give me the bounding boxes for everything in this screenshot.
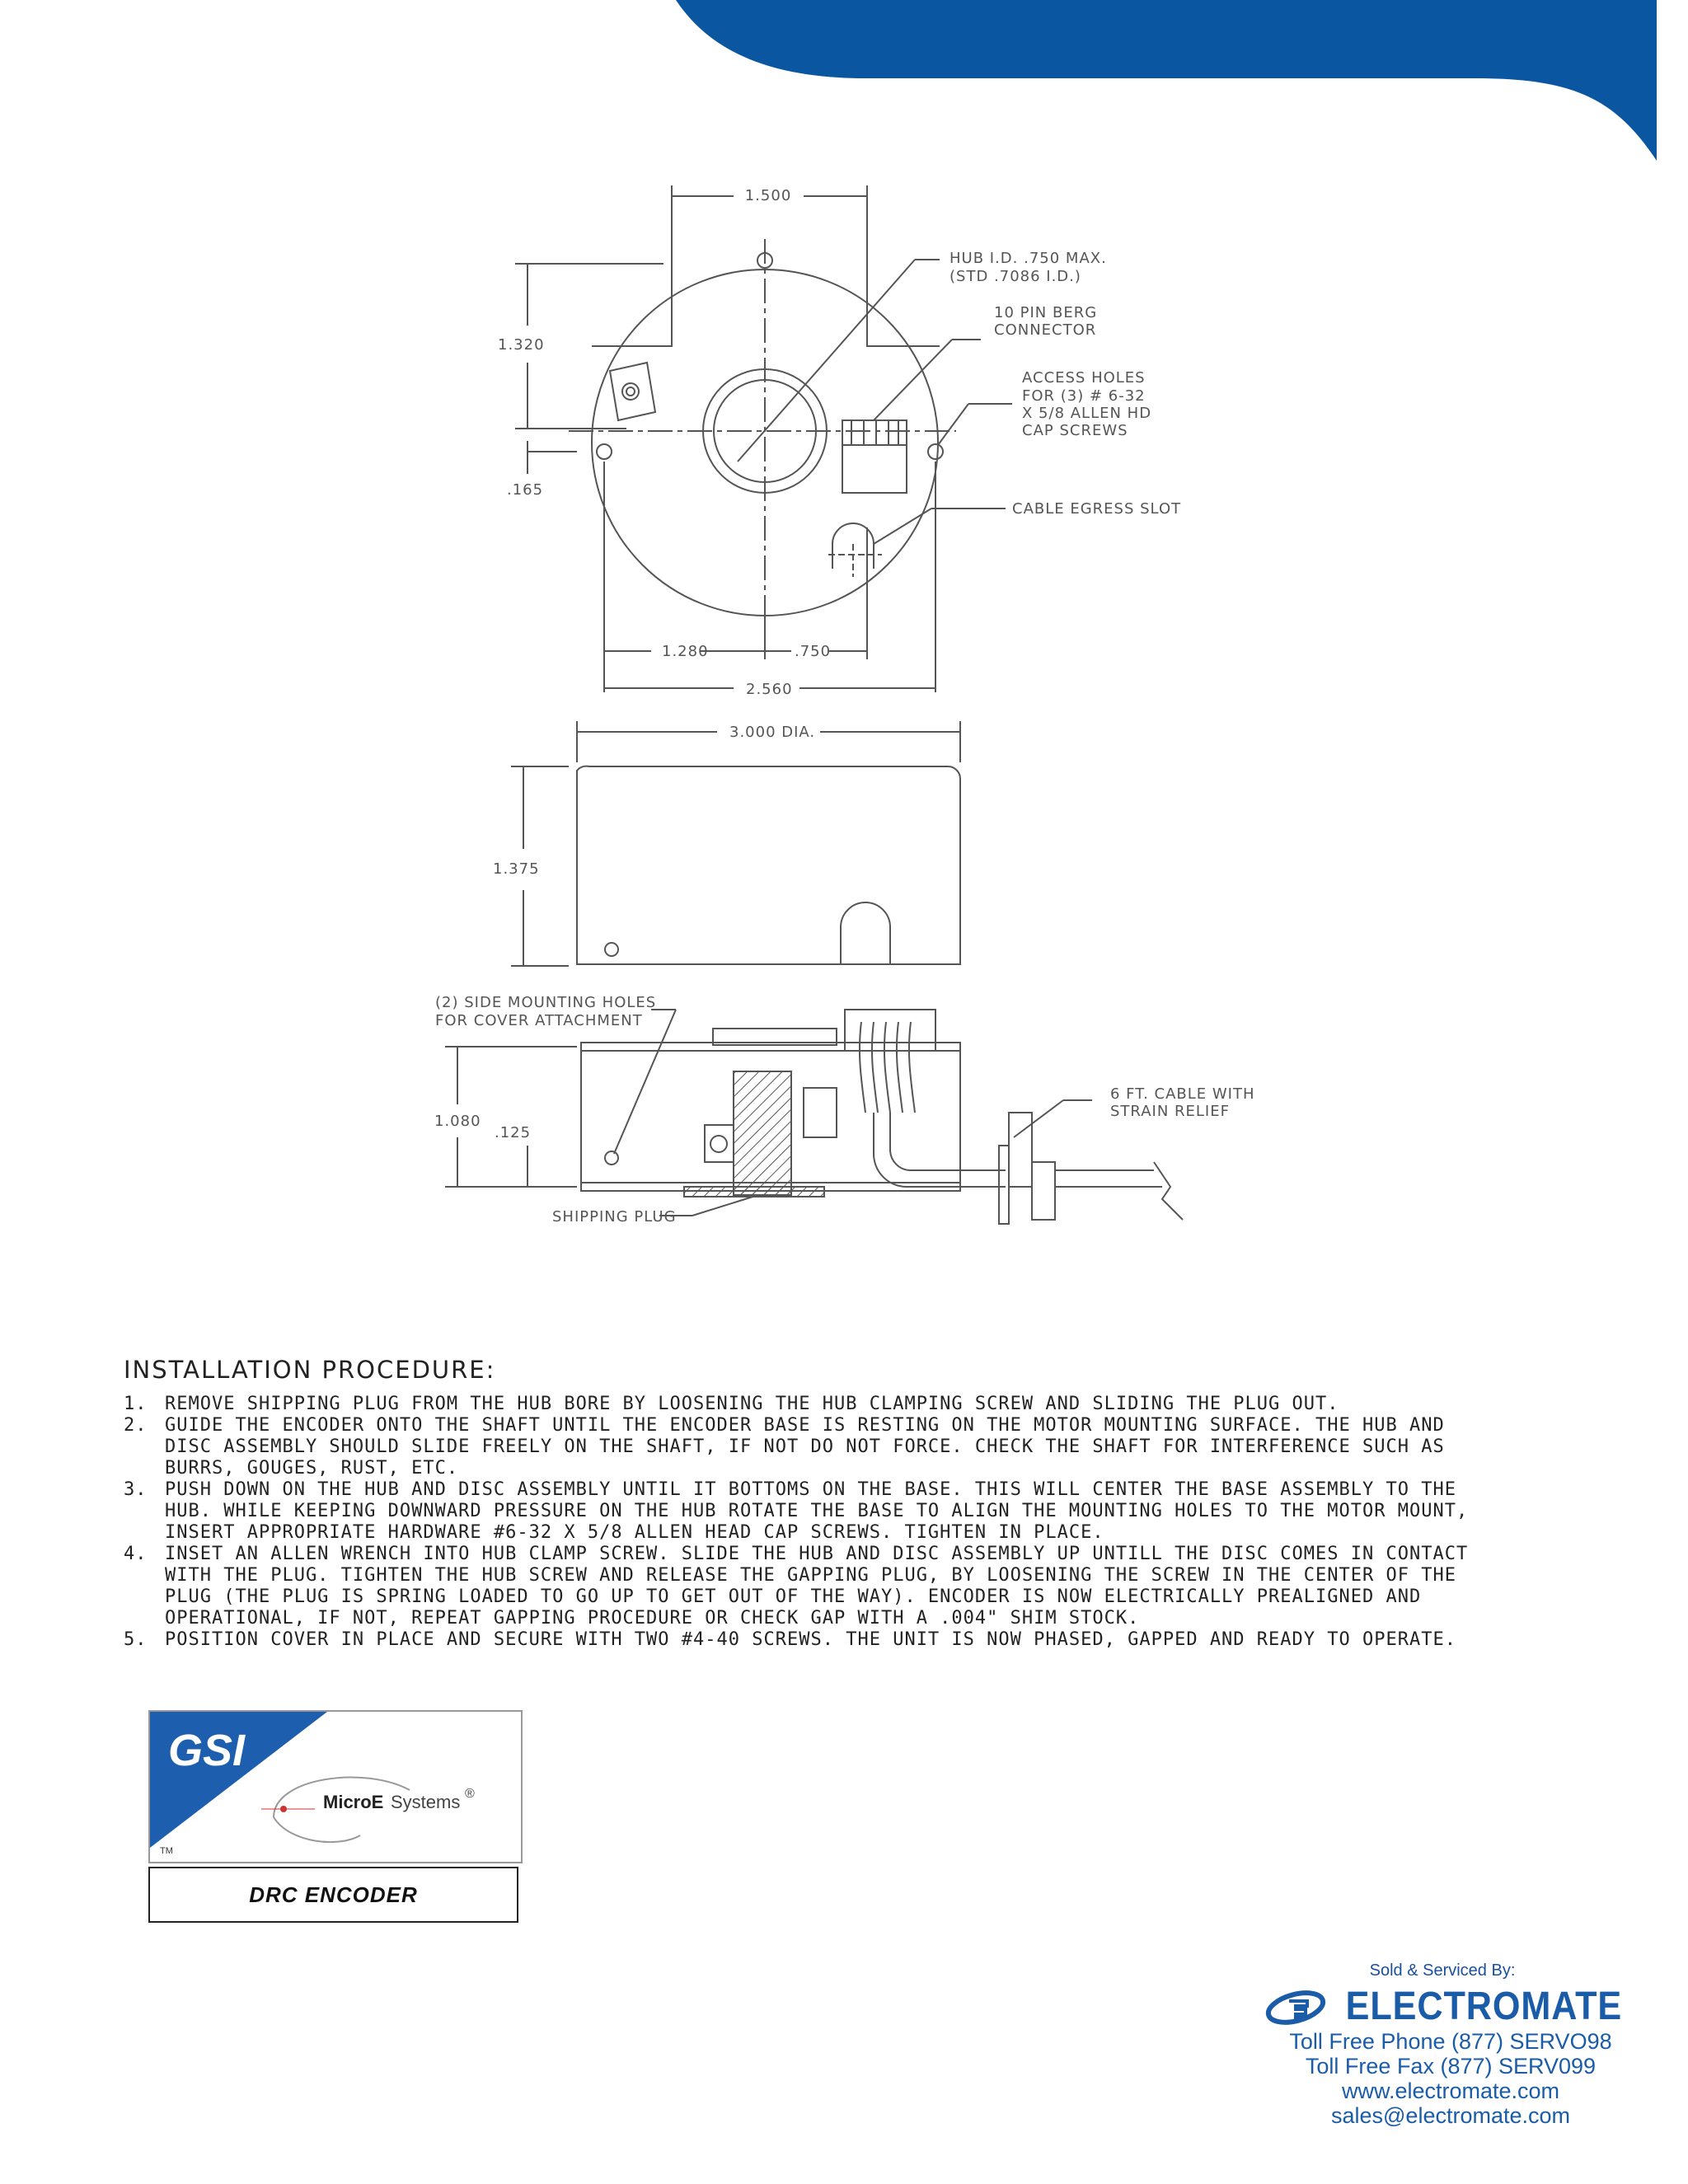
callout-access-line4: CAP SCREWS [1022,422,1128,439]
access-hole-right [928,444,943,459]
step-text: POSITION COVER IN PLACE AND SECURE WITH TWO #4-40 SCREWS. THE UNIT IS NOW PHASED, GAPPED AND READY TO OPERATE. [165,1629,1456,1650]
step-text: REMOVE SHIPPING PLUG FROM THE HUB BORE BY LOOSENING THE HUB CLAMPING SCREW AND SLIDING THE PLUG OUT. [165,1394,1339,1414]
callout-shipping-plug: SHIPPING PLUG [552,1208,677,1226]
logo-registered-mark: ® [465,1787,475,1801]
product-name: DRC ENCODER [249,1882,418,1907]
callout-hub-line2: (STD .7086 I.D.) [950,268,1081,285]
callout-side-holes-line2: FOR COVER ATTACHMENT [435,1012,643,1029]
access-hole-left [597,444,612,459]
website-link[interactable]: www.electromate.com [1341,2079,1560,2103]
procedure-step [124,1629,1525,1651]
procedure-step [124,1415,1525,1479]
gsi-microe-logo [148,1710,523,1863]
dim-1320: 1.320 [498,336,545,354]
callout-cable-slot: CABLE EGRESS SLOT [1012,500,1182,518]
logo-microe-text: MicroE [323,1792,384,1812]
step-number: 4. [124,1544,148,1564]
logo-graphic [150,1712,521,1862]
dim-2560: 2.560 [746,681,793,698]
callout-connector-line1: 10 PIN BERG [994,304,1098,321]
dim-1375: 1.375 [493,860,540,878]
dim-1080: 1.080 [434,1113,481,1130]
fax-line: Toll Free Fax (877) SERV099 [1305,2054,1597,2079]
phone-line: Toll Free Phone (877) SERVO98 [1289,2029,1612,2054]
dim-1280: 1.280 [662,643,709,660]
logo-gsi-text: GSI [168,1726,246,1775]
procedure-step [124,1394,1525,1415]
callout-hub-line1: HUB I.D. .750 MAX. [950,250,1107,267]
callout-cable-line2: STRAIN RELIEF [1110,1103,1230,1120]
dim-3000-dia: 3.000 DIA. [729,724,816,741]
step-number: 1. [124,1394,148,1414]
callout-access-line2: FOR (3) # 6-32 [1022,387,1146,405]
callout-cable-line1: 6 FT. CABLE WITH [1110,1085,1255,1103]
procedure-title: INSTALLATION PROCEDURE: [124,1356,496,1384]
sold-by-label: Sold & Serviced By: [1369,1961,1516,1980]
step-text: GUIDE THE ENCODER ONTO THE SHAFT UNTIL THE ENCODER BASE IS RESTING ON THE MOTOR MOUNTING SURFACE. THE HUB AND DISC ASSEMBLY SHOULD SLIDE FREELY ON THE SHAFT, IF NOT DO NOT FORCE. CHECK THE SHAFT FOR INTERFERENCE SUCH AS BURRS, GOUGES, RUST, ETC. [165,1415,1445,1479]
electromate-logo-icon [1264,1986,1330,2027]
step-number: 5. [124,1629,148,1650]
product-name-box [148,1867,518,1923]
email-link[interactable]: sales@electromate.com [1330,2103,1570,2128]
logo-systems-text: Systems [391,1792,461,1812]
step-text: PUSH DOWN ON THE HUB AND DISC ASSEMBLY UNTIL IT BOTTOMS ON THE BASE. THIS WILL CENTER THE BASE ASSEMBLY TO THE HUB. WHILE KEEPING DOWNWARD PRESSURE ON THE HUB ROTATE THE BASE TO ALIGN THE MOUNTING HOLES TO THE MOTOR MOUNT, INSERT APPROPRIATE HARDWARE #6-32 X 5/8 ALLEN HEAD CAP SCREWS. TIGHTEN IN PLACE. [165,1479,1469,1543]
step-number: 3. [124,1479,148,1500]
dim-0750: .750 [795,643,832,660]
logo-tm-text: TM [160,1846,173,1856]
dim-0125: .125 [495,1124,532,1141]
cover-view [577,766,960,964]
procedure-step [124,1544,1525,1629]
callout-side-holes-line1: (2) SIDE MOUNTING HOLES [435,994,657,1011]
step-number: 2. [124,1415,148,1436]
procedure-step [124,1479,1525,1544]
dim-1500: 1.500 [744,187,792,204]
dim-0165: .165 [507,481,544,499]
footer-contact [1236,1961,1665,2128]
callout-access-line3: X 5/8 ALLEN HD [1022,405,1152,422]
callout-access-line1: ACCESS HOLES [1022,369,1146,387]
installation-procedure [124,1356,1525,1651]
brand-name: ELECTROMATE [1345,1985,1622,2028]
electromate-brand [1236,1984,1665,2029]
step-text: INSET AN ALLEN WRENCH INTO HUB CLAMP SCREW. SLIDE THE HUB AND DISC ASSEMBLY UP UNTILL THE DISC COMES IN CONTACT WITH THE PLUG. TIGHTEN THE HUB SCREW AND RELEASE THE GAPPING PLUG, BY LOOSENING THE SCREW IN THE CENTER OF THE PLUG (THE PLUG IS SPRING LOADED TO GO UP TO GET OUT OF THE WAY). ENCODER IS NOW ELECTRICALLY PREALIGNED AND OPERATIONAL, IF NOT, REPEAT GAPPING PROCEDURE OR CHECK GAP WITH A .004" SHIM STOCK. [165,1544,1469,1629]
callout-connector-line2: CONNECTOR [994,321,1097,339]
